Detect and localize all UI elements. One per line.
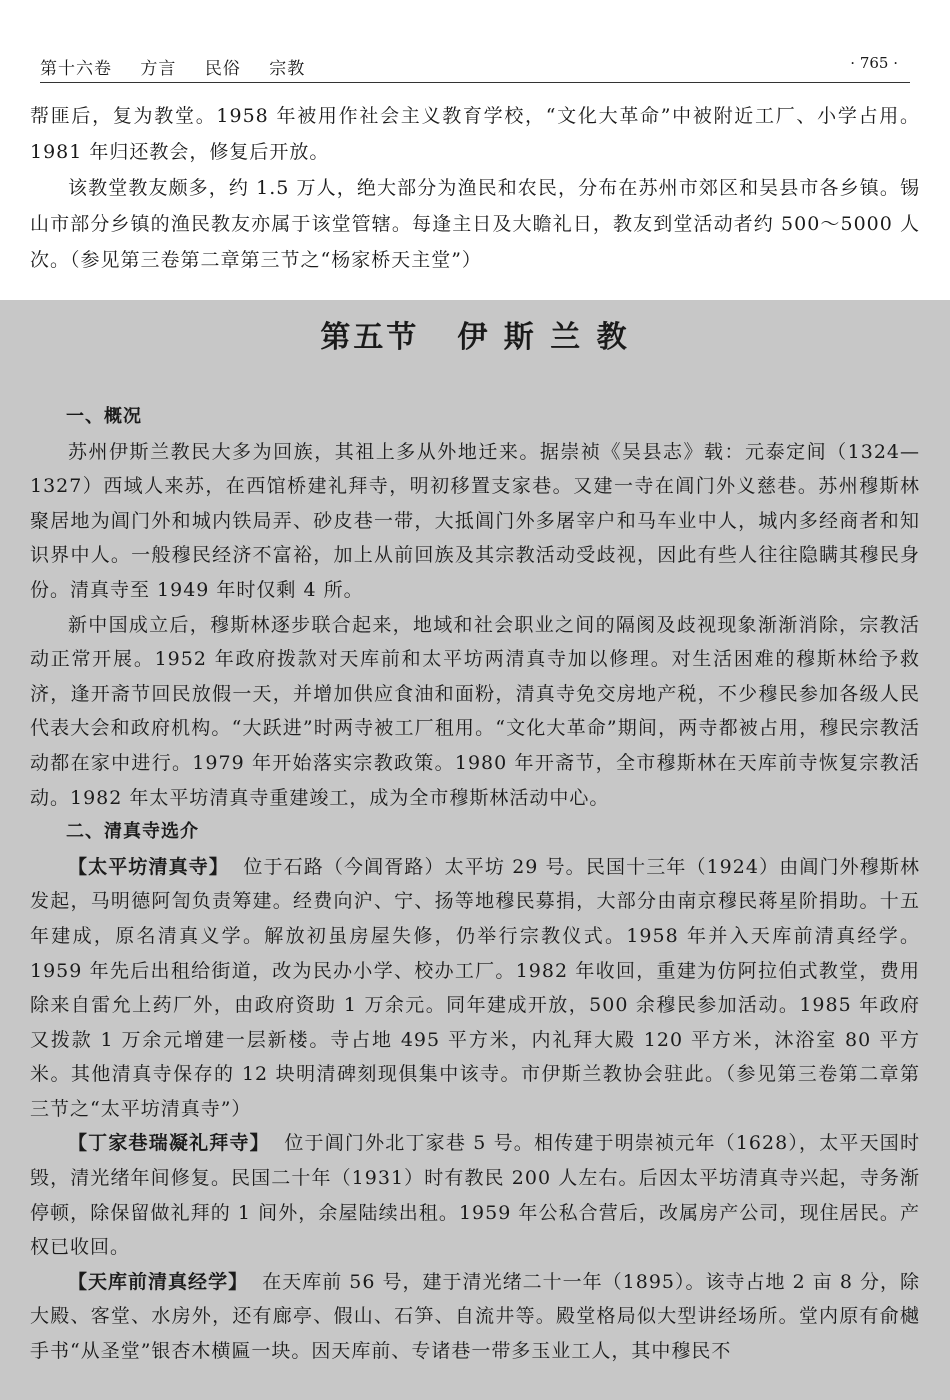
header-section-customs: 民俗 (204, 59, 241, 79)
mosque-entry (30, 1126, 920, 1264)
header-section-religion: 宗教 (269, 59, 306, 79)
paragraph: 帮匪后，复为教堂。1958 年被用作社会主义教育学校，“文化大革命”中被附近工厂、小学占用。1981 年归还教会，修复后开放。 (30, 105, 920, 163)
paragraph: 新中国成立后，穆斯林逐步联合起来，地域和社会职业之间的隔阂及歧视现象渐渐消除，宗教活动正常开展。1952 年政府拨款对天库前和太平坊两清真寺加以修理。对生活困难的穆斯林给予救济，逢开斋节回民放假一天，并增加供应食油和面粉，清真寺免交房地产税，不少穆民参加各级人民代表大会和政府机构。“大跃进”时两寺被工厂租用。“文化大革命”期间，两寺都被占用，穆民宗教活动都在家中进行。1979 年开始落实宗教政策。1980 年开斋节，全市穆斯林在天库前寺恢复宗教活动。1982 年太平坊清真寺重建竣工，成为全市穆斯林活动中心。 (30, 613, 920, 809)
paragraph: 苏州伊斯兰教民大多为回族，其祖上多从外地迁来。据崇祯《吴县志》载：元泰定间（1324—1327）西域人来苏，在西馆桥建礼拜寺，明初移置支家巷。又建一寺在阊门外义慈巷。苏州穆斯林聚居地为阊门外和城内铁局弄、砂皮巷一带，大抵阊门外多屠宰户和马车业中人，城内多经商者和知识界中人。一般穆民经济不富裕，加上从前回族及其宗教活动受歧视，因此有些人往往隐瞒其穆民身份。清真寺至 1949 年时仅剩 4 所。 (30, 440, 920, 601)
paragraph: 该教堂教友颇多，约 1.5 万人，绝大部分为渔民和农民，分布在苏州市郊区和吴县市各乡镇。锡山市部分乡镇的渔民教友亦属于该堂管辖。每逢主日及大瞻礼日，教友到堂活动者约 500～5000 人次。（参见第三卷第二章第三节之“杨家桥天主堂”） (30, 177, 920, 271)
header-volume: 第十六卷 (40, 59, 112, 79)
section-body (30, 400, 920, 1369)
header-section-dialect: 方言 (140, 59, 177, 79)
running-header (40, 48, 910, 83)
mosque-description: 在天库前 56 号，建于清光绪二十一年（1895）。该寺占地 2 亩 8 分，除大殿、客堂、水房外，还有廊亭、假山、石笋、自流井等。殿堂格局似大型讲经场所。堂内原有俞樾手书“从圣堂”银杏木横匾一块。因天库前、专诸巷一带多玉业工人，其中穆民不 (30, 1270, 920, 1363)
mosque-name: 【天库前清真经学】 (68, 1270, 249, 1293)
section-title (0, 312, 950, 356)
top-continued-text (30, 98, 920, 278)
mosque-name: 【太平坊清真寺】 (68, 855, 230, 878)
mosque-description: 位于石路（今阊胥路）太平坊 29 号。民国十三年（1924）由阊门外穆斯林发起，马明德阿訇负责筹建。经费向沪、宁、扬等地穆民募捐，大部分由南京穆民蒋星阶捐助。十五年建成，原名清真义学。解放初虽房屋失修，仍举行宗教仪式。1958 年并入天库前清真经学。1959 年先后出租给街道，改为民办小学、校办工厂。1982 年收回，重建为仿阿拉伯式教堂，费用除来自雷允上药厂外，由政府资助 1 万余元。同年建成开放，500 余穆民参加活动。1985 年政府又拨款 1 万余元增建一层新楼。寺占地 495 平方米，内礼拜大殿 120 平方米，沐浴室 80 平方米。其他清真寺保存的 12 块明清碑刻现俱集中该寺。市伊斯兰教协会驻此。（参见第三卷第二章第三节之“太平坊清真寺”） (30, 855, 920, 1120)
header-volume-info (40, 54, 327, 79)
mosque-name: 【丁家巷瑞凝礼拜寺】 (68, 1132, 270, 1155)
mosque-entry (30, 1265, 920, 1369)
mosque-description: 位于阊门外北丁家巷 5 号。相传建于明崇祯元年（1628），太平天国时毁，清光绪年间修复。民国二十年（1931）时有教民 200 人左右。后因太平坊清真寺兴起，寺务渐停顿，除保留做礼拜的 1 间外，余屋陆续出租。1959 年公私合营后，改属房产公司，现住居民。产权已收回。 (30, 1132, 920, 1259)
page-number: · 765 · (850, 54, 898, 72)
section-number: 第五节 (320, 320, 420, 355)
mosque-entry (30, 850, 920, 1127)
part-heading: 一、概况 (66, 406, 142, 427)
section-name: 伊 斯 兰 教 (457, 320, 630, 355)
part-heading: 二、清真寺选介 (66, 821, 199, 843)
